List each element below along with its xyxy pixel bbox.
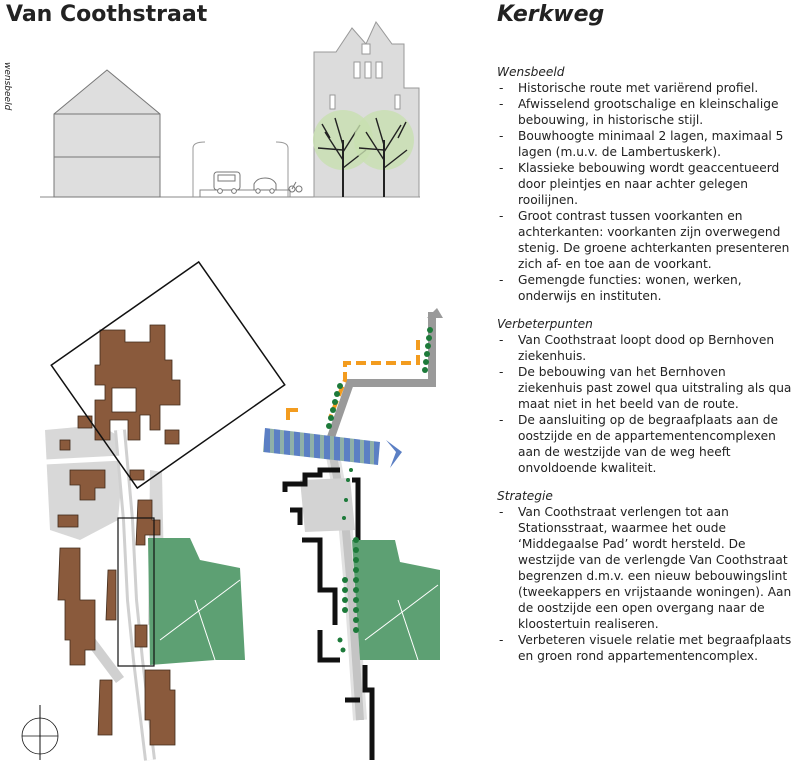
list-item: - Klassieke bebouwing wordt geaccentueerd door pleintjes en naar achter gelegen rooilijnen. [497,160,793,208]
street-profile-section [40,22,420,197]
list-item: - De bebouwing van het Bernhoven ziekenhuis past zowel qua uitstraling als qua maat niet in het beeld van de route. [497,364,793,412]
section-verbeterpunten [497,316,793,476]
section-heading: Strategie [497,489,553,503]
list-item: - Verbeteren visuele relatie met begraafplaats en groen rond appartementencomplex. [497,632,793,664]
van-icon [214,172,240,193]
site-map-left [22,262,285,760]
list-item: - Gemengde functies: wonen, werken, onderwijs en instituten. [497,272,793,304]
section-strategie [497,488,793,664]
house-left-silhouette [54,70,160,197]
text-column [497,64,793,676]
blue-arrow-icon [386,440,402,468]
bicycle-icon [289,182,302,192]
green-park-area-right [352,540,440,660]
blue-striped-band [263,428,380,465]
section-wensbeeld [497,64,793,304]
bullet-list [497,332,793,476]
car-icon [254,178,276,193]
page-title-left: Van Coothstraat [6,2,208,27]
section-heading: Verbeterpunten [497,317,593,331]
list-item: - Bouwhoogte minimaal 2 lagen, maximaal 5 lagen (m.u.v. de Lambertuskerk). [497,128,793,160]
bullet-list [497,80,793,304]
page-title-right: Kerkweg [497,2,605,27]
list-item: - De aansluiting op de begraafplaats aan de oostzijde en de appartementencomplexen aan de westzijde van de weg heeft onvoldoende kwaliteit. [497,412,793,476]
list-item: - Historische route met variërend profiel. [497,80,793,96]
wensbeeld-side-label: wensbeeld [2,62,12,111]
green-park-area [148,538,245,665]
list-item: - Van Coothstraat verlengen tot aan Stationsstraat, waarmee het oude ‘Middegaalse Pad’ wordt hersteld. De westzijde van de verlengde Van Coothstraat begrenzen d.m.v. een nieuw bebouwingslint (tweekappers en vrijstaande woningen). Aan de oostzijde een open overgang naar de kloostertuin realiseren. [497,504,793,632]
bullet-list [497,504,793,664]
section-heading: Wensbeeld [497,65,565,79]
building-right-silhouette [314,22,419,197]
list-item: - Afwisselend grootschalige en kleinschalige bebouwing, in historische stijl. [497,96,793,128]
list-item: - Van Coothstraat loopt dood op Bernhoven ziekenhuis. [497,332,793,364]
north-arrow-icon [22,705,58,760]
list-item: - Groot contrast tussen voorkanten en achterkanten: voorkanten zijn overwegend stenig. De groene achterkanten presenteren zich af- en toe aan de voorkant. [497,208,793,272]
site-map-right [263,308,443,760]
